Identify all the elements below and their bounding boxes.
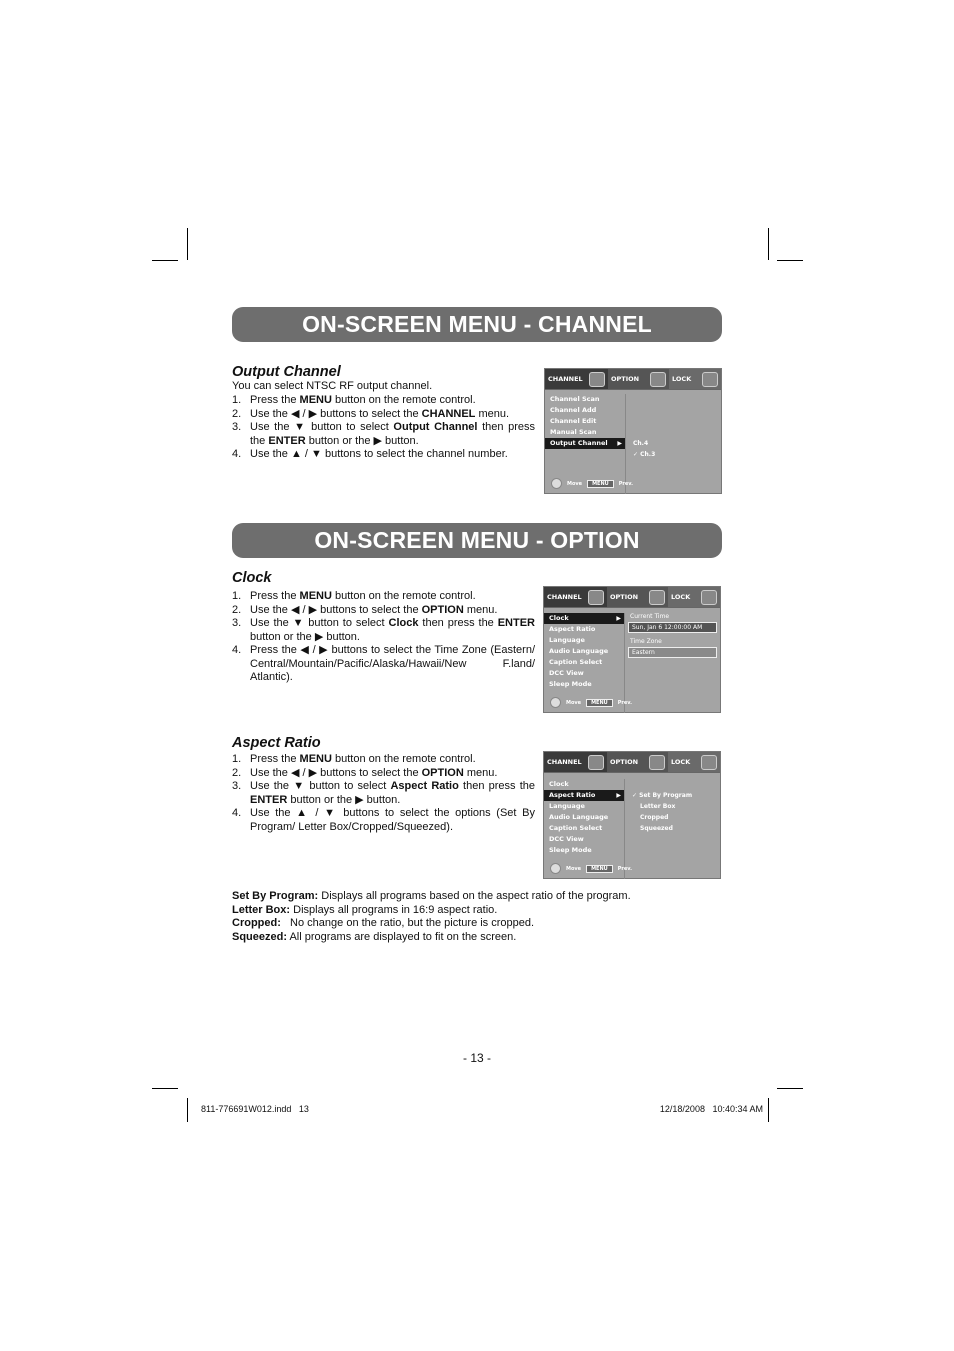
step-number: 2. bbox=[232, 766, 242, 779]
crop-mark bbox=[777, 1088, 803, 1089]
menu-option: Ch.4 bbox=[633, 440, 649, 447]
menu-tabs bbox=[545, 369, 721, 390]
instruction-step bbox=[232, 644, 535, 685]
channel-banner: ON-SCREEN MENU - CHANNEL bbox=[232, 307, 722, 342]
option-tab-icon bbox=[649, 590, 665, 605]
tab-channel: CHANNEL bbox=[545, 369, 608, 389]
current-time-label: Current Time bbox=[630, 613, 670, 620]
menu-options bbox=[629, 438, 718, 460]
step-text: Use the ▼ button to select Aspect Ratio then press the ENTER button or the ▶ button. bbox=[250, 780, 535, 806]
menu-item: Audio Language bbox=[549, 813, 609, 821]
clock-settings bbox=[628, 612, 717, 662]
step-text: Press the ◀ / ▶ buttons to select the Time Zone (Eastern/ Central/Mountain/Pacific/Alaska/Hawaii/New F.land/ Atlantic). bbox=[250, 644, 535, 683]
tab-lock: LOCK bbox=[668, 752, 720, 772]
definition-row: Squeezed: All programs are displayed to fit on the screen. bbox=[232, 930, 517, 943]
menu-tabs bbox=[544, 752, 720, 773]
clock-menu-screenshot bbox=[543, 586, 721, 713]
menu-item: Audio Language bbox=[549, 647, 609, 655]
definition-row: Letter Box: Displays all programs in 16:9 aspect ratio. bbox=[232, 903, 498, 916]
channel-menu-screenshot bbox=[544, 368, 722, 494]
step-text: Use the ▲ / ▼ buttons to select the channel number. bbox=[250, 448, 508, 460]
step-number: 3. bbox=[232, 421, 242, 433]
aspect-definitions bbox=[232, 890, 631, 944]
menu-item: Clock bbox=[549, 780, 569, 788]
output-channel-heading: Output Channel bbox=[232, 364, 341, 380]
menu-item: Language bbox=[549, 802, 585, 810]
step-text: Use the ▼ button to select Output Channel then press the ENTER button or the ▶ button. bbox=[250, 421, 535, 447]
step-number: 1. bbox=[232, 394, 242, 406]
menu-item: Language bbox=[549, 636, 585, 644]
menu-option: Squeezed bbox=[640, 825, 673, 832]
time-zone-value: Eastern bbox=[628, 647, 717, 658]
instruction-step bbox=[232, 590, 535, 604]
menu-item: Channel Edit bbox=[550, 417, 597, 425]
aspect-ratio-heading: Aspect Ratio bbox=[232, 735, 321, 751]
crop-mark bbox=[768, 228, 769, 260]
aspect-menu-screenshot bbox=[543, 751, 721, 879]
step-text: Use the ◀ / ▶ buttons to select the CHANNEL menu. bbox=[250, 407, 510, 420]
step-text: Press the MENU button on the remote control. bbox=[250, 753, 476, 765]
menu-item: Sleep Mode bbox=[549, 846, 592, 854]
menu-item: Clock ▶ bbox=[544, 613, 624, 624]
instruction-step bbox=[232, 421, 535, 448]
definition-row: Set By Program: Displays all programs based on the aspect ratio of the program. bbox=[232, 890, 631, 902]
crop-mark bbox=[187, 228, 188, 260]
channel-tab-icon bbox=[589, 372, 605, 387]
option-tab-icon bbox=[650, 372, 666, 387]
crop-mark bbox=[768, 1098, 769, 1122]
menu-options bbox=[628, 790, 717, 834]
footer-timestamp: 12/18/2008 10:40:34 AM bbox=[659, 1104, 763, 1114]
crop-mark bbox=[152, 1088, 178, 1089]
menu-item: Sleep Mode bbox=[549, 680, 592, 688]
tab-lock: LOCK bbox=[668, 587, 720, 607]
option-tab-icon bbox=[649, 755, 665, 770]
crop-mark bbox=[152, 260, 178, 261]
menu-item: Channel Add bbox=[550, 406, 597, 414]
clock-steps bbox=[232, 590, 535, 685]
menu-item: Channel Scan bbox=[550, 395, 600, 403]
lock-tab-icon bbox=[701, 755, 717, 770]
menu-item: Aspect Ratio bbox=[549, 625, 596, 633]
aspect-ratio-steps bbox=[232, 753, 535, 834]
instruction-step bbox=[232, 394, 535, 408]
menu-footer: Move MENU Prev. bbox=[550, 697, 632, 708]
menu-item: Manual Scan bbox=[550, 428, 597, 436]
instruction-step bbox=[232, 408, 535, 422]
menu-footer: Move MENU Prev. bbox=[550, 863, 632, 874]
dpad-icon bbox=[551, 478, 562, 489]
tab-option: OPTION bbox=[608, 369, 669, 389]
tab-channel: CHANNEL bbox=[544, 752, 607, 772]
menu-item: Caption Select bbox=[549, 824, 603, 832]
footer-filename: 811-776691W012.indd 13 bbox=[201, 1104, 309, 1114]
instruction-step bbox=[232, 617, 535, 644]
menu-item: DCC View bbox=[549, 835, 584, 843]
lock-tab-icon bbox=[701, 590, 717, 605]
step-number: 4. bbox=[232, 807, 242, 819]
menu-item: Caption Select bbox=[549, 658, 603, 666]
instruction-step bbox=[232, 448, 535, 462]
instruction-step bbox=[232, 780, 535, 807]
tab-channel: CHANNEL bbox=[544, 587, 607, 607]
step-text: Use the ◀ / ▶ buttons to select the OPTION menu. bbox=[250, 766, 498, 779]
step-number: 4. bbox=[232, 644, 242, 656]
step-number: 1. bbox=[232, 590, 242, 602]
instruction-step bbox=[232, 767, 535, 781]
step-text: Use the ▲ / ▼ buttons to select the options (Set By Program/ Letter Box/Cropped/Squeezed). bbox=[250, 807, 535, 833]
definition-row: Cropped: No change on the ratio, but the picture is cropped. bbox=[232, 917, 535, 929]
menu-item: Output Channel ▶ bbox=[545, 438, 625, 449]
lock-tab-icon bbox=[702, 372, 718, 387]
crop-mark bbox=[777, 260, 803, 261]
tab-lock: LOCK bbox=[669, 369, 721, 389]
step-number: 4. bbox=[232, 448, 242, 460]
instruction-step bbox=[232, 753, 535, 767]
step-number: 1. bbox=[232, 753, 242, 765]
step-number: 2. bbox=[232, 603, 242, 616]
step-text: Use the ▼ button to select Clock then press the ENTER button or the ▶ button. bbox=[250, 617, 535, 643]
tab-option: OPTION bbox=[607, 752, 668, 772]
menu-item: DCC View bbox=[549, 669, 584, 677]
dpad-icon bbox=[550, 863, 561, 874]
menu-option: Letter Box bbox=[640, 803, 676, 810]
step-text: Press the MENU button on the remote control. bbox=[250, 394, 476, 406]
channel-tab-icon bbox=[588, 590, 604, 605]
menu-tabs bbox=[544, 587, 720, 608]
menu-option: ✓ Set By Program bbox=[632, 792, 693, 799]
step-number: 3. bbox=[232, 780, 242, 792]
clock-heading: Clock bbox=[232, 570, 272, 586]
menu-option: ✓ Ch.3 bbox=[633, 451, 656, 458]
option-banner: ON-SCREEN MENU - OPTION bbox=[232, 523, 722, 558]
output-channel-steps bbox=[232, 394, 535, 462]
time-zone-label: Time Zone bbox=[630, 638, 662, 645]
step-number: 2. bbox=[232, 407, 242, 420]
page-number: - 13 - bbox=[462, 1051, 491, 1065]
instruction-step bbox=[232, 807, 535, 834]
step-text: Use the ◀ / ▶ buttons to select the OPTION menu. bbox=[250, 603, 498, 616]
step-number: 3. bbox=[232, 617, 242, 629]
output-channel-intro: You can select NTSC RF output channel. bbox=[232, 380, 433, 392]
menu-footer: Move MENU Prev. bbox=[551, 478, 633, 489]
tab-option: OPTION bbox=[607, 587, 668, 607]
instruction-step bbox=[232, 604, 535, 618]
current-time-value: Sun, Jan 6 12:00:00 AM bbox=[628, 622, 717, 633]
menu-option: Cropped bbox=[640, 814, 669, 821]
menu-item: Aspect Ratio ▶ bbox=[544, 790, 624, 801]
crop-mark bbox=[187, 1098, 188, 1122]
dpad-icon bbox=[550, 697, 561, 708]
step-text: Press the MENU button on the remote control. bbox=[250, 590, 476, 602]
channel-tab-icon bbox=[588, 755, 604, 770]
